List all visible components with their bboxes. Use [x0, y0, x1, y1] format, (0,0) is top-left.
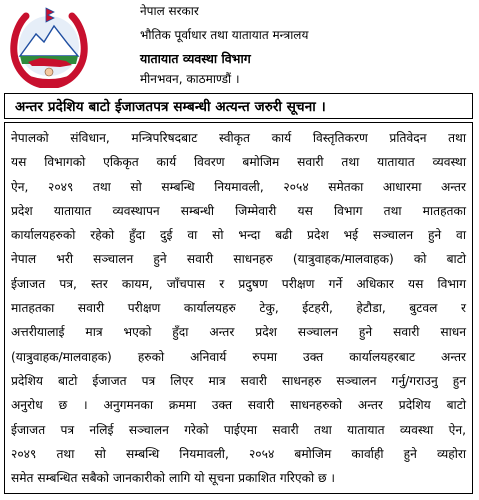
notice-line: अनुरोध छ । अनुगमनका क्रममा उक्त सवारी साधनहरुको अन्तर प्रदेशिय बाटो: [11, 398, 466, 413]
notice-body: [11, 126, 466, 490]
notice-title-box: [4, 93, 473, 119]
notice-line: अत्तरीयालाई मात्र भएको हुँदा अन्तर प्रदेश सञ्चालन हुने सवारी साधन: [11, 325, 466, 340]
government-name: नेपाल सरकार: [140, 4, 199, 18]
notice-line: (यात्रुवाहक/मालवाहक) हरुको अनिवार्य रुपमा उक्त कार्यालयहरबाट अन्तर: [11, 349, 466, 364]
notice-line: ऐन, २०४९ तथा सो सम्बन्धि नियमावली, २०५४ समेतका आधारमा अन्तर: [11, 179, 466, 194]
letterhead: [0, 0, 479, 88]
department-name: यातायात व्यवस्था विभाग: [140, 51, 251, 66]
notice-line: नेपालको संविधान, मन्त्रिपरिषदबाट स्वीकृत कार्य विस्तृतिकरण प्रतिवेदन तथा: [11, 131, 466, 145]
notice-line: नेपाल भरी सञ्चालन हुने सवारी साधनहरु (यात्रुवाहक/मालवाहक) को बाटो: [11, 252, 466, 267]
notice-line: २०४९ तथा सो सम्बन्धि नियमावली, २०५४ बमोजिम कार्वाही हुने व्यहोरा: [11, 446, 466, 461]
notice-line: यस विभागको एकिकृत कार्य विवरण बमोजिम सवारी तथा यातायात व्यवस्था: [11, 155, 466, 170]
notice-line: कार्यालयहरुको रहेको हुँदा दुई वा सो भन्दा बढी प्रदेश भई सञ्चालन हुने वा: [11, 228, 466, 243]
notice-line: मातहतका सवारी परीक्षण कार्यालयहरु टेकु, ईटहरी, हेटौडा, बुटवल र: [11, 301, 466, 316]
notice-body-box: [4, 122, 473, 494]
nepal-emblem-icon: [6, 4, 92, 88]
notice-title: अन्तर प्रदेशिय बाटो ईजाजतपत्र सम्बन्धी अत्यन्त जरुरी सूचना ।: [15, 99, 326, 115]
notice-line: प्रदेश यातायात व्यवस्थापन सम्बन्धी जिम्मेवारी यस विभाग तथा मातहतका: [11, 203, 466, 218]
ministry-name: भौतिक पूर्वाधार तथा यातायात मन्त्रालय: [140, 28, 309, 42]
notice-line: समेत सम्बन्धित सबैको जानकारीको लागि यो सूचना प्रकाशित गरिएको छ ।: [11, 471, 336, 486]
notice-line: ईजाजत पत्र, स्तर कायम, जाँचपास र प्रदुषण परीक्षण गर्ने अधिकार यस विभाग: [11, 276, 466, 291]
office-address: मीनभवन, काठमाण्डौं ।: [140, 72, 240, 86]
notice-line: प्रदेशिय बाटो ईजाजत पत्र लिएर मात्र सवारी साधनहरु सञ्चालन गर्नु/गराउनु हुन: [11, 373, 466, 388]
notice-line: ईजाजत पत्र नलिई सञ्चालन गरेको पाईएमा सवारी तथा यातायात व्यवस्था ऐन,: [11, 422, 466, 437]
